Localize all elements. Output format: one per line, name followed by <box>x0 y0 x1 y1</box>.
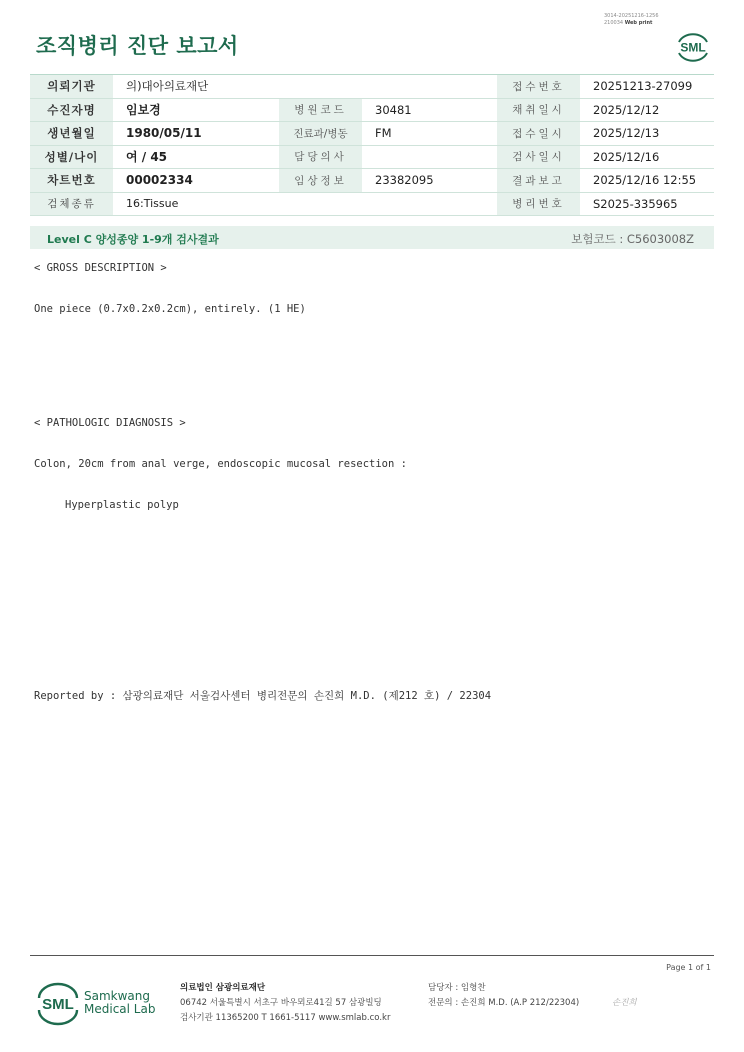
patient-label: 수진자명 <box>30 98 113 122</box>
doctor-value <box>362 145 497 169</box>
diagnosis-site: Colon, 20cm from anal verge, endoscopic mucosal resection : <box>34 458 407 470</box>
reception-date-label: 접수일시 <box>497 122 580 146</box>
test-title: Level C 양성종양 1-9개 검사결과 <box>47 233 219 246</box>
sex-age-label: 성별/나이 <box>30 145 113 169</box>
chart-no-label: 차트번호 <box>30 169 113 193</box>
reception-no-value: 20251213-27099 <box>580 75 714 99</box>
footer-logo-text: SML <box>42 996 74 1013</box>
table-row <box>30 122 714 146</box>
reception-date-value: 2025/12/13 <box>580 122 714 146</box>
print-id: 3014-20251216-1256 <box>604 13 659 19</box>
table-row <box>30 98 714 122</box>
diagnosis-text: Hyperplastic polyp <box>65 499 179 511</box>
dob-value: 1980/05/11 <box>113 122 279 146</box>
signature: 손진희 <box>612 998 637 1008</box>
institution-value: 의)대아의료재단 <box>113 75 497 99</box>
page-number: Page 1 of 1 <box>666 963 711 972</box>
reported-by: Reported by : 삼광의료재단 서울검사센터 병리전문의 손진희 M.D. (제212 호) / 22304 <box>34 690 492 702</box>
specialist: 전문의 : 손진희 M.D. (A.P 212/22304) <box>428 998 580 1008</box>
org-name: 의료법인 삼광의료재단 <box>180 983 266 993</box>
pathologic-diagnosis-header: < PATHOLOGIC DIAGNOSIS > <box>34 417 186 429</box>
page-title: 조직병리 진단 보고서 <box>36 34 239 58</box>
chart-no-value: 00002334 <box>113 169 279 193</box>
dept-label: 진료과/병동 <box>279 122 362 146</box>
reception-no-label: 접수번호 <box>497 75 580 99</box>
test-bar <box>30 226 714 249</box>
hospital-code-label: 병원코드 <box>279 98 362 122</box>
pathology-no-label: 병리번호 <box>497 192 580 216</box>
gross-description-text: One piece (0.7x0.2x0.2cm), entirely. (1 HE) <box>34 303 306 315</box>
footer-divider <box>30 955 714 956</box>
print-mode: Web print <box>624 20 653 26</box>
footer-staff <box>428 981 579 1011</box>
pathology-no-value: S2025-335965 <box>580 192 714 216</box>
result-report-label: 결과보고 <box>497 169 580 193</box>
specimen-value: 16:Tissue <box>113 192 497 216</box>
specimen-label: 검체종류 <box>30 192 113 216</box>
result-report-value: 2025/12/16 12:55 <box>580 169 714 193</box>
org-contact: 검사기관 11365200 T 1661-5117 www.smlab.co.kr <box>180 1013 391 1023</box>
test-date-value: 2025/12/16 <box>580 145 714 169</box>
clinical-value: 23382095 <box>362 169 497 193</box>
collection-date-value: 2025/12/12 <box>580 98 714 122</box>
footer-organization <box>180 981 390 1026</box>
patient-value: 임보경 <box>113 98 279 122</box>
institution-label: 의뢰기관 <box>30 75 113 99</box>
gross-description-header: < GROSS DESCRIPTION > <box>34 262 167 274</box>
table-row <box>30 192 714 216</box>
collection-date-label: 채취일시 <box>497 98 580 122</box>
hospital-code-value: 30481 <box>362 98 497 122</box>
table-row <box>30 145 714 169</box>
brand-line1: Samkwang <box>84 989 150 1003</box>
brand-line2: Medical Lab <box>84 1002 156 1016</box>
patient-info-table <box>30 74 714 216</box>
dept-value: FM <box>362 122 497 146</box>
manager: 담당자 : 임형찬 <box>428 983 486 993</box>
doctor-label: 담당의사 <box>279 145 362 169</box>
print-meta <box>604 13 659 27</box>
org-address: 06742 서울특별시 서초구 바우뫼로41길 57 삼광빌딩 <box>180 998 382 1008</box>
sml-footer-logo <box>36 980 80 1026</box>
table-row <box>30 169 714 193</box>
clinical-label: 임상정보 <box>279 169 362 193</box>
sml-logo <box>674 28 712 64</box>
brand-name <box>84 990 155 1016</box>
print-code: 210034 <box>604 20 624 26</box>
dob-label: 생년월일 <box>30 122 113 146</box>
insurance-code: 보험코드 : C5603008Z <box>571 232 694 246</box>
sex-age-value: 여 / 45 <box>113 145 279 169</box>
test-date-label: 검사일시 <box>497 145 580 169</box>
logo-text: SML <box>680 40 706 55</box>
table-row <box>30 75 714 99</box>
